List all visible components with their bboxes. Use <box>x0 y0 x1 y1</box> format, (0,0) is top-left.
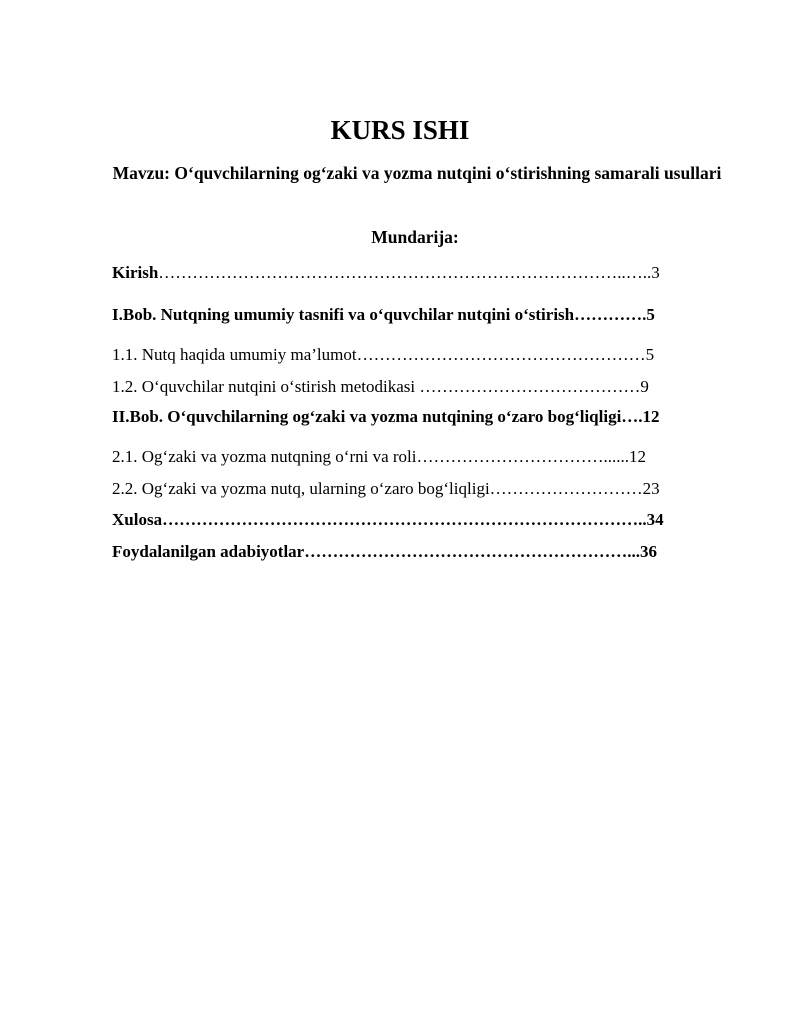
contents-heading: Mundarija: <box>371 227 459 247</box>
toc-entry-section-2-2: 2.2. Og‘zaki va yozma nutq, ularning o‘zaro bog‘liqligi………………………23 <box>112 479 660 498</box>
toc-entry-section-1-2: 1.2. O‘quvchilar nutqini o‘stirish metodikasi …………………………………9 <box>112 377 649 396</box>
toc-entry-kirish <box>112 260 712 286</box>
toc-entry-chapter-1: I.Bob. Nutqning umumiy tasnifi va o‘quvchilar nutqini o‘stirish………….5 <box>112 305 655 324</box>
document-subject: Mavzu: O‘quvchilarning og‘zaki va yozma nutqini o‘stirishning samarali usullari <box>112 163 722 183</box>
toc-entry-chapter-2: II.Bob. O‘quvchilarning og‘zaki va yozma nutqining o‘zaro bog‘liqligi….12 <box>112 407 660 426</box>
toc-entry-kirish-rest: ………………………………………………………………………..…..3 <box>158 263 660 282</box>
toc-entry-kirish-label: Kirish <box>112 263 159 282</box>
toc-entry-xulosa: Xulosa…………………………………………………………………………..34 <box>112 510 664 529</box>
toc-entry-section-2-1: 2.1. Og‘zaki va yozma nutqning o‘rni va roli……………………………......12 <box>112 447 647 466</box>
toc-entry-section-1-1: 1.1. Nutq haqida umumiy ma’lumot……………………………………………5 <box>112 345 655 364</box>
toc-entry-adabiyotlar: Foydalanilgan adabiyotlar…………………………………………………...36 <box>112 542 657 561</box>
document-title: KURS ISHI <box>330 115 470 145</box>
